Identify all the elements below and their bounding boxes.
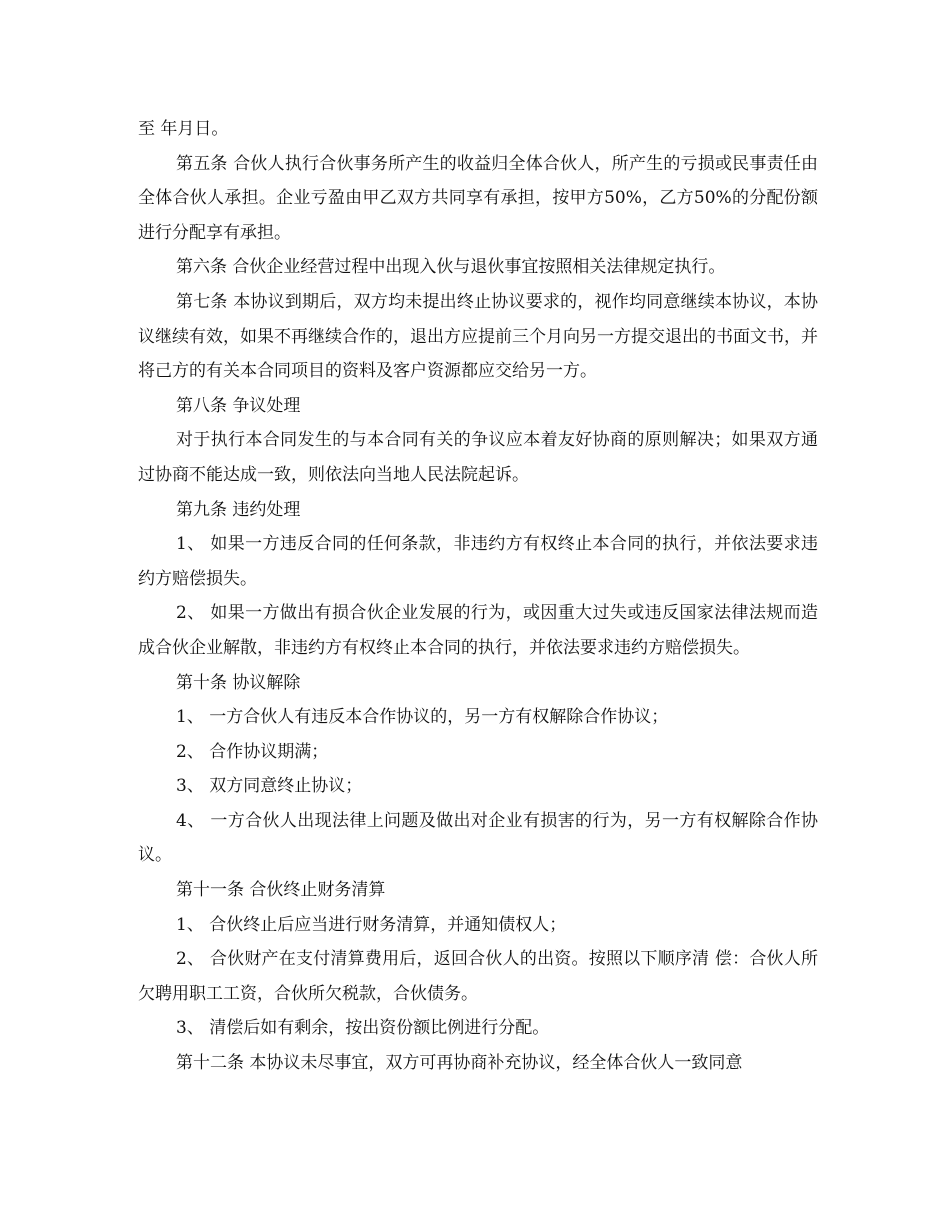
paragraph-article-12: 第十二条 本协议未尽事宜，双方可再协商补充协议，经全体合伙人一致同意: [176, 1053, 743, 1074]
list-item-article-11-3: 3、 清偿后如有剩余，按出资份额比例进行分配。: [176, 1018, 550, 1039]
list-item-article-11-2: 2、 合伙财产在支付清算费用后，返回合伙人的出资。按照以下顺序清 偿：合伙人所欠聘用职工工资，合伙所欠税款，合伙债务。: [138, 949, 818, 1004]
heading-article-10: 第十条 协议解除: [176, 672, 301, 693]
list-item-article-10-2: 2、 合作协议期满；: [176, 741, 329, 762]
paragraph-article-8-body: 对于执行本合同发生的与本合同有关的争议应本着友好协商的原则解决；如果双方通过协商不能达成一致，则依法向当地人民法院起诉。: [138, 430, 818, 485]
heading-article-8: 第八条 争议处理: [176, 395, 301, 416]
list-item-article-9-1: 1、 如果一方违反合同的任何条款，非违约方有权终止本合同的执行，并依法要求违约方赔偿损失。: [138, 534, 818, 589]
heading-article-11: 第十一条 合伙终止财务清算: [176, 880, 386, 901]
list-item-article-11-1: 1、 合伙终止后应当进行财务清算，并通知债权人；: [176, 914, 567, 935]
document-page: [138, 112, 818, 1081]
paragraph-date-line: 至 年月日。: [138, 119, 229, 139]
paragraph-article-5: 第五条 合伙人执行合伙事务所产生的收益归全体合伙人，所产生的亏损或民事责任由全体合伙人承担。企业亏盈由甲乙双方共同享有承担，按甲方50%，乙方50%的分配份额进行分配享有承担。: [138, 153, 818, 243]
list-item-article-10-1: 1、 一方合伙人有违反本合作协议的，另一方有权解除合作协议；: [176, 707, 669, 728]
list-item-article-10-3: 3、 双方同意终止协议；: [176, 776, 363, 797]
list-item-article-10-4: 4、 一方合伙人出现法律上问题及做出对企业有损害的行为，另一方有权解除合作协议。: [138, 810, 818, 866]
list-item-article-9-2: 2、 如果一方做出有损合伙企业发展的行为，或因重大过失或违反国家法律法规而造成合伙企业解散，非违约方有权终止本合同的执行，并依法要求违约方赔偿损失。: [138, 603, 818, 658]
paragraph-article-6: 第六条 合伙企业经营过程中出现入伙与退伙事宜按照相关法律规定执行。: [176, 257, 726, 278]
paragraph-article-7: 第七条 本协议到期后，双方均未提出终止协议要求的，视作均同意继续本协议，本协议继续有效，如果不再继续合作的，退出方应提前三个月向另一方提交退出的书面文书，并将己方的有关本合同项目的资料及客户资源都应交给另一方。: [138, 291, 818, 382]
heading-article-9: 第九条 违约处理: [176, 499, 301, 520]
